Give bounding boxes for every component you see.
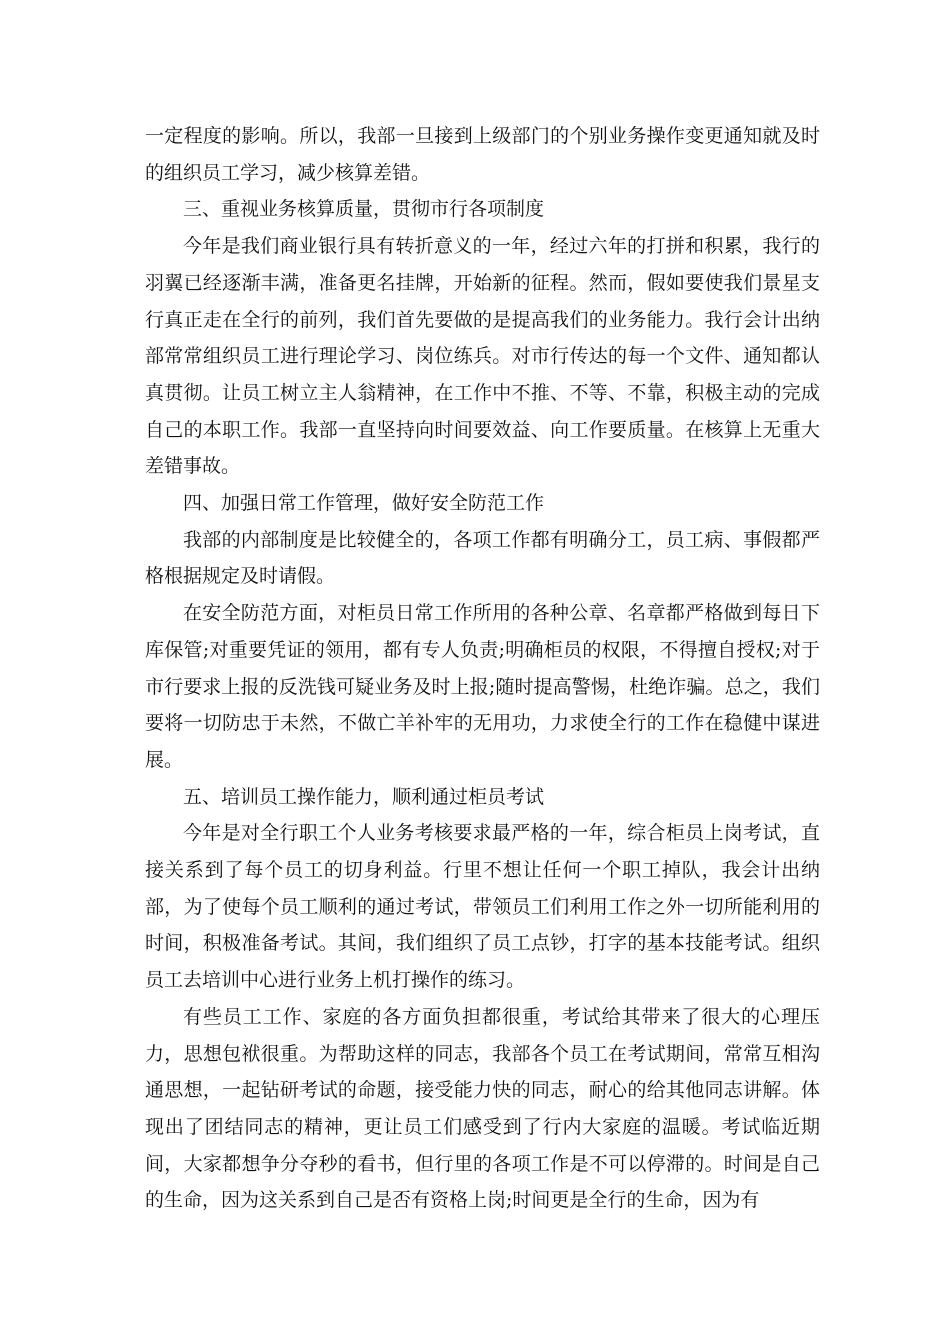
section-heading-4: 四、加强日常工作管理，做好安全防范工作	[183, 492, 545, 515]
document-body	[145, 118, 820, 1219]
section-heading-5: 五、培训员工操作能力，顺利通过柜员考试	[183, 785, 545, 808]
paragraph: 在安全防范方面，对柜员日常工作所用的各种公章、名章都严格做到每日下库保管;对重要凭证的领用，都有专人负责;明确柜员的权限，不得擅自授权;对于市行要求上报的反洗钱可疑业务及时上报;随时提高警惕，杜绝诈骗。总之，我们要将一切防忠于未然，不做亡羊补牢的无用功，力求使全行的工作在稳健中谋进展。	[145, 602, 820, 771]
paragraph: 今年是对全行职工个人业务考核要求最严格的一年，综合柜员上岗考试，直接关系到了每个员工的切身利益。行里不想让任何一个职工掉队，我会计出纳部，为了使每个员工顺利的通过考试，带领员工们利用工作之外一切所能利用的时间，积极准备考试。其间，我们组织了员工点钞，打字的基本技能考试。组织员工去培训中心进行业务上机打操作的练习。	[145, 822, 820, 992]
paragraph: 有些员工工作、家庭的各方面负担都很重，考试给其带来了很大的心理压力，思想包袱很重。为帮助这样的同志，我部各个员工在考试期间，常常互相沟通思想，一起钻研考试的命题，接受能力快的同志，耐心的给其他同志讲解。体现出了团结同志的精神，更让员工们感受到了行内大家庭的温暖。考试临近期间，大家都想争分夺秒的看书，但行里的各项工作是不可以停滞的。时间是自己的生命，因为这关系到自己是否有资格上岗;时间更是全行的生命，因为有	[145, 1005, 820, 1212]
section-heading-3: 三、重视业务核算质量，贯彻市行各项制度	[183, 198, 545, 221]
paragraph-continued: 一定程度的影响。所以，我部一旦接到上级部门的个别业务操作变更通知就及时的组织员工学习，减少核算差错。	[145, 125, 820, 184]
paragraph: 我部的内部制度是比较健全的，各项工作都有明确分工，员工病、事假都严格根据规定及时请假。	[145, 528, 820, 588]
paragraph: 今年是我们商业银行具有转折意义的一年，经过六年的打拼和积累，我行的羽翼已经逐渐丰满，准备更名挂牌，开始新的征程。然而，假如要使我们景星支行真正走在全行的前列，我们首先要做的是提高我们的业务能力。我行会计出纳部常常组织员工进行理论学习、岗位练兵。对市行传达的每一个文件、通知都认真贯彻。让员工树立主人翁精神，在工作中不推、不等、不靠，积极主动的完成自己的本职工作。我部一直坚持向时间要效益、向工作要质量。在核算上无重大差错事故。	[145, 235, 820, 478]
